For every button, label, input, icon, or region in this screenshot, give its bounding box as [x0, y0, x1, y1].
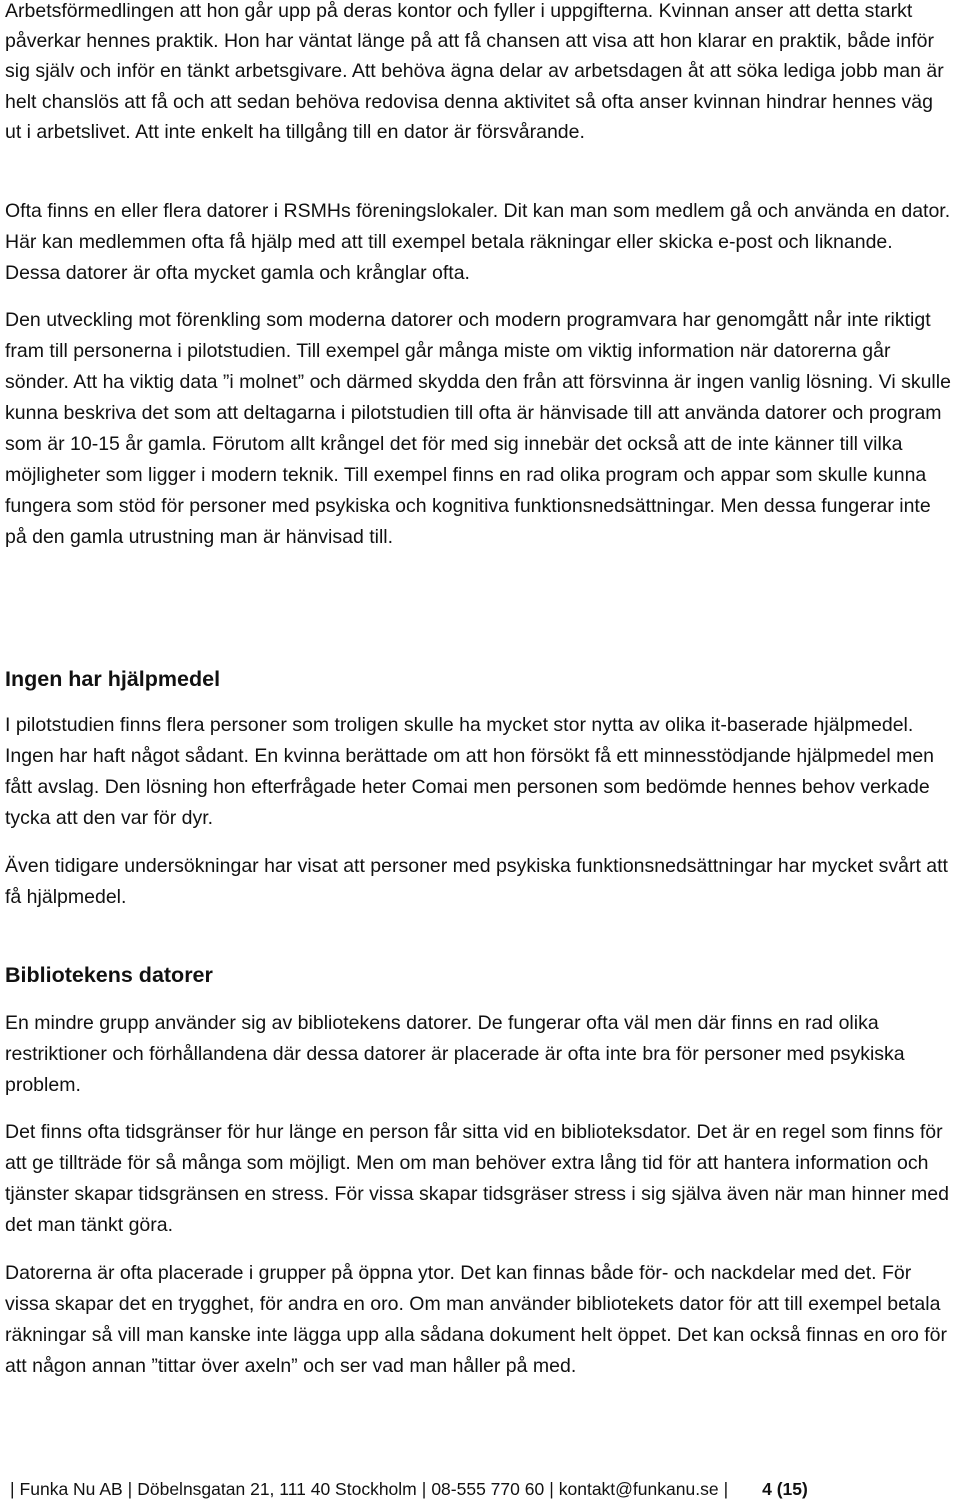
- page-footer: [5, 1478, 808, 1500]
- paragraph: En mindre grupp använder sig av bibliotekens datorer. De fungerar ofta väl men där finns en rad olika restriktioner och förhållandena där dessa datorer är placerade är ofta inte bra för personer med psykiska problem.: [5, 1012, 905, 1096]
- footer-divider: |: [723, 1479, 729, 1499]
- footer-divider: |: [421, 1479, 427, 1499]
- paragraph: Även tidigare undersökningar har visat att personer med psykiska funktionsnedsättningar har mycket svårt att få hjälpmedel.: [5, 855, 948, 908]
- paragraph: Datorerna är ofta placerade i grupper på öppna ytor. Det kan finnas både för- och nackdelar med det. För vissa skapar det en trygghet, för andra en oro. Om man använder bibliotekets dator för att till exempel betala räkningar så vill man kanske inte lägga upp alla sådana dokument helt öppet. Det kan också finnas en oro för att någon annan ”tittar över axeln” och ser vad man håller på med.: [5, 1262, 947, 1377]
- section-heading: Bibliotekens datorer: [5, 963, 213, 987]
- paragraph: I pilotstudien finns flera personer som troligen skulle ha mycket stor nytta av olika it-baserade hjälpmedel. Ingen har haft något sådant. En kvinna berättade om att hon försökt få ett minnesstödjande hjälpmedel men fått avslag. Den lösning hon efterfrågade heter Comai men personen som bedömde hennes behov verkade tycka att den var för dyr.: [5, 714, 935, 829]
- footer-page-total: (15): [776, 1479, 808, 1499]
- paragraph: Det finns ofta tidsgränser för hur länge en person får sitta vid en biblioteksdator. Det är en regel som finns för att ge tillträde för så många som möjligt. Men om man behöver extra lång tid för att hantera information och tjänster skapar tidsgränsen en stress. För vissa skapar tidsgräser stress i sig själva även när man hinner med det man tänkt göra.: [5, 1121, 949, 1236]
- footer-address: Döbelnsgatan 21, 111 40 Stockholm: [137, 1479, 417, 1499]
- footer-email: kontakt@funkanu.se: [558, 1479, 719, 1499]
- footer-page-number: 4: [762, 1479, 772, 1499]
- footer-divider: |: [549, 1479, 554, 1499]
- footer-phone: 08-555 770 60: [431, 1479, 545, 1499]
- footer-divider: |: [10, 1479, 15, 1499]
- paragraph: Arbetsförmedlingen att hon går upp på deras kontor och fyller i uppgifterna. Kvinnan anser att detta starkt påverkar hennes praktik. Hon har väntat länge på att få chansen att visa att hon klarar en praktik, både inför sig själv och inför en tänkt arbetsgivare. Att behöva ägna delar av arbetsdagen åt att söka lediga jobb man är helt chanslös att få och att sedan behöva redovisa denna aktivitet så ofta anser kvinnan hindrar hennes väg ut i arbetslivet. Att inte enkelt ha tillgång till en dator är försvårande.: [5, 0, 944, 143]
- footer-divider: |: [127, 1479, 133, 1499]
- paragraph: Den utveckling mot förenkling som moderna datorer och modern programvara har genomgått når inte riktigt fram till personerna i pilotstudien. Till exempel går många miste om viktig information när datorerna går sönder. Att ha viktig data ”i molnet” och därmed skydda den från att försvinna är ingen vanlig lösning. Vi skulle kunna beskriva det som att deltagarna i pilotstudien till ofta är hänvisade till att använda datorer och program som är 10-15 år gamla. Förutom allt krångel det för med sig innebär det också att de inte känner till vilka möjligheter som ligger i modern teknik. Till exempel finns en rad olika program och appar som skulle kunna fungera som stöd för personer med psykiska och kognitiva funktionsnedsättningar. Men dessa fungerar inte på den gamla utrustning man är hänvisad till.: [5, 309, 951, 548]
- footer-company: Funka Nu AB: [19, 1479, 123, 1499]
- paragraph: Ofta finns en eller flera datorer i RSMHs föreningslokaler. Dit kan man som medlem gå och använda en dator. Här kan medlemmen ofta få hjälp med att till exempel betala räkningar eller skicka e-post och liknande. Dessa datorer är ofta mycket gamla och krånglar ofta.: [5, 200, 951, 284]
- section-heading: Ingen har hjälpmedel: [5, 667, 221, 691]
